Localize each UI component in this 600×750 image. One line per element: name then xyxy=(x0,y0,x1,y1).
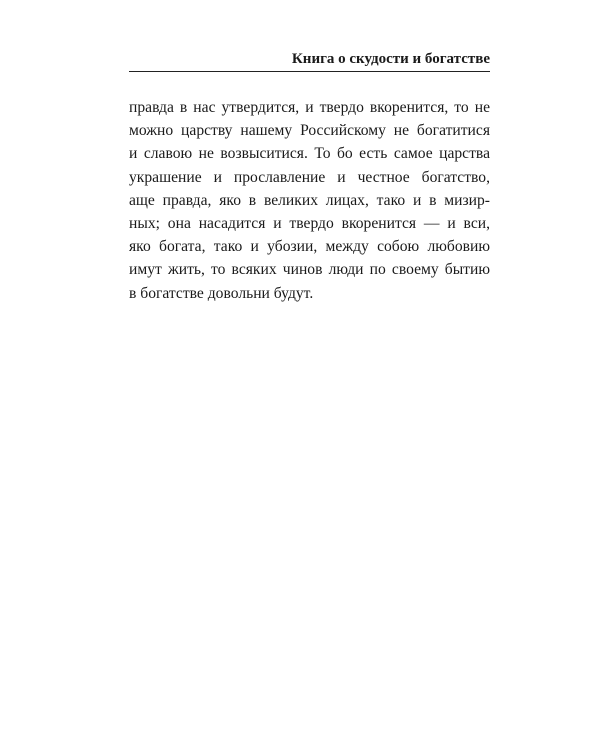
text-line: в богатстве довольни будут. xyxy=(129,284,314,302)
text-line: имут жить, то всяких чинов люди по своему бытию xyxy=(129,261,490,279)
running-header-title: Книга о скудости и богатстве xyxy=(291,51,490,67)
text-line: и славою не возвыситися. То бо есть самое царства xyxy=(129,145,490,163)
header-divider xyxy=(129,71,490,72)
text-line: можно царству нашему Российскому не богатитися xyxy=(129,122,490,140)
text-line: украшение и прославление и честное богатство, xyxy=(129,168,490,186)
body-paragraph xyxy=(129,96,490,305)
text-line: аще правда, яко в великих лицах, тако и в мизир- xyxy=(129,191,490,209)
text-line: ных; она насадится и твердо вкоренится — и вси, xyxy=(129,214,490,232)
text-line: яко богата, тако и убозии, между собою любовию xyxy=(129,238,490,256)
text-line: правда в нас утвердится, и твердо вкоренится, то не xyxy=(129,99,490,116)
